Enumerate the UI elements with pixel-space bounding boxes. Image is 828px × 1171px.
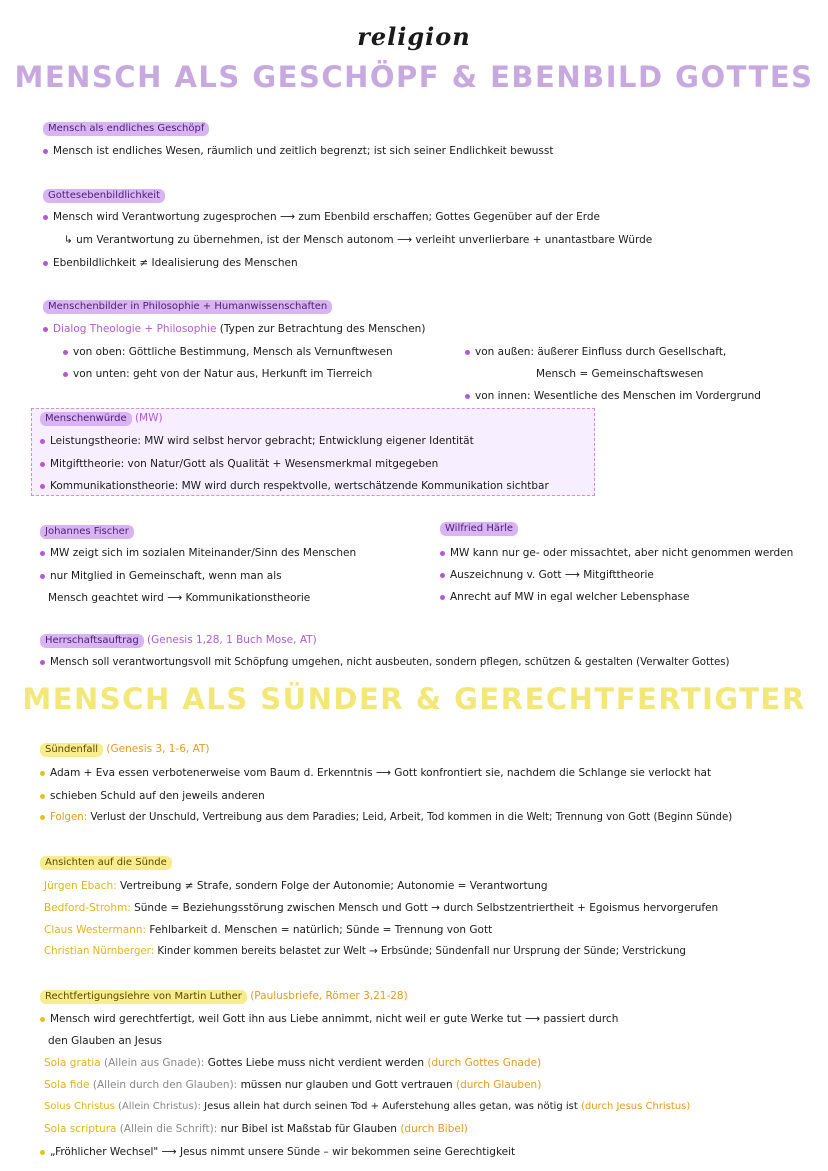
list-item bbox=[43, 145, 554, 157]
bullet-icon bbox=[63, 372, 68, 377]
list-item-sub: Mensch geachtet wird ⟶ Kommunikationstheorie bbox=[48, 592, 311, 604]
item-key: Sola gratia bbox=[44, 1057, 101, 1069]
note-text: Mitgifttheorie: von Natur/Gott als Qualität + Wesensmerkmal mitgegeben bbox=[50, 458, 439, 470]
bullet-icon bbox=[43, 215, 48, 220]
note-text: von außen: äußerer Einfluss durch Gesellschaft, bbox=[475, 346, 727, 358]
item-result: (durch Gottes Gnade) bbox=[427, 1057, 542, 1069]
list-item bbox=[465, 390, 761, 402]
heading-highlight: Johannes Fischer bbox=[40, 525, 134, 539]
note-text: von innen: Wesentliche des Menschen im Vordergrund bbox=[475, 390, 761, 402]
bullet-icon bbox=[40, 660, 45, 665]
list-item bbox=[40, 570, 282, 582]
item-key: Bedford-Strohm: bbox=[44, 902, 131, 914]
note-text: von unten: geht von der Natur aus, Herkunft im Tierreich bbox=[73, 368, 373, 380]
bullet-icon bbox=[43, 149, 48, 154]
heading-highlight: Gottesebenbildlichkeit bbox=[43, 189, 165, 203]
heading-justification bbox=[40, 990, 408, 1004]
item-result: (durch Glauben) bbox=[456, 1079, 542, 1091]
item-result: (durch Jesus Christus) bbox=[580, 1101, 691, 1112]
note-text: Mensch ist endliches Wesen, räumlich und zeitlich begrenzt; ist sich seiner Endlichkeit bewusst bbox=[53, 145, 554, 157]
heading-haerle bbox=[440, 522, 518, 536]
heading-highlight: Herrschaftsauftrag bbox=[40, 634, 144, 648]
heading-human-images bbox=[43, 300, 332, 314]
note-text: MW zeigt sich im sozialen Miteinander/Sinn des Menschen bbox=[50, 547, 357, 559]
bullet-icon bbox=[43, 261, 48, 266]
note-text: Jesus allein hat durch seinen Tod + Auferstehung alles getan, was nötig ist bbox=[204, 1101, 578, 1112]
dialog-label: Dialog Theologie + Philosophie bbox=[53, 323, 217, 335]
list-item bbox=[40, 480, 549, 492]
heading-ref: (Genesis 1,28, 1 Buch Mose, AT) bbox=[147, 634, 317, 646]
list-item bbox=[40, 458, 438, 470]
list-item bbox=[44, 902, 718, 914]
note-text: Sünde = Beziehungsstörung zwischen Mensch und Gott → durch Selbstzentriertheit + Egoismus hervorgerufen bbox=[134, 902, 719, 914]
bullet-icon bbox=[40, 484, 45, 489]
list-item bbox=[43, 323, 425, 335]
note-text: MW kann nur ge- oder missachtet, aber nicht genommen werden bbox=[450, 547, 794, 559]
list-item bbox=[40, 547, 356, 559]
note-text: Mensch soll verantwortungsvoll mit Schöpfung umgehen, nicht ausbeuten, sondern pflegen, schützen & gestalten (Verwalter Gottes) bbox=[50, 657, 730, 668]
bullet-icon bbox=[40, 551, 45, 556]
bullet-icon bbox=[465, 394, 470, 399]
list-item bbox=[44, 1057, 541, 1069]
heading-highlight: Wilfried Härle bbox=[440, 522, 518, 536]
note-text: Ebenbildlichkeit ≠ Idealisierung des Menschen bbox=[53, 257, 298, 269]
item-key: Christian Nürnberger: bbox=[44, 946, 155, 957]
bullet-icon bbox=[40, 771, 45, 776]
note-text: Auszeichnung v. Gott ⟶ Mitgifttheorie bbox=[450, 569, 654, 581]
heading-highlight: Menschenbilder in Philosophie + Humanwissenschaften bbox=[43, 300, 332, 314]
heading-highlight: Menschenwürde bbox=[40, 412, 132, 426]
bullet-icon bbox=[40, 574, 45, 579]
note-text: nur Mitglied in Gemeinschaft, wenn man als bbox=[50, 570, 282, 582]
bullet-icon bbox=[40, 439, 45, 444]
list-item bbox=[43, 211, 600, 223]
note-text: (Typen zur Betrachtung des Menschen) bbox=[219, 323, 426, 335]
note-text: Verlust der Unschuld, Vertreibung aus dem Paradies; Leid, Arbeit, Tod kommen in die Welt; Trennung von Gott (Beginn Sünde) bbox=[90, 812, 733, 823]
bullet-icon bbox=[440, 551, 445, 556]
item-key: Solus Christus bbox=[44, 1101, 115, 1112]
list-item bbox=[440, 547, 793, 559]
note-text: schieben Schuld auf den jeweils anderen bbox=[50, 790, 265, 802]
heading-highlight: Mensch als endliches Geschöpf bbox=[43, 122, 209, 136]
heading-fischer bbox=[40, 525, 134, 539]
note-text: Kommunikationstheorie: MW wird durch respektvolle, wertschätzende Kommunikation sichtbar bbox=[50, 480, 549, 492]
list-item bbox=[440, 569, 654, 581]
list-item bbox=[44, 880, 548, 892]
note-text: Fehlbarkeit d. Menschen = natürlich; Sünde = Trennung von Gott bbox=[149, 924, 493, 936]
bullet-icon bbox=[440, 595, 445, 600]
bullet-icon bbox=[440, 573, 445, 578]
bullet-icon bbox=[63, 350, 68, 355]
note-text: Gottes Liebe muss nicht verdient werden bbox=[207, 1057, 425, 1069]
bullet-icon bbox=[40, 1017, 45, 1022]
bullet-icon bbox=[40, 1150, 45, 1155]
page-title: religion bbox=[357, 22, 471, 51]
list-item bbox=[40, 767, 711, 779]
section-banner-sinner: MENSCH ALS SÜNDER & GERECHTFERTIGTER bbox=[22, 682, 806, 716]
list-item bbox=[40, 812, 732, 823]
note-text: Mensch wird Verantwortung zugesprochen ⟶ zum Ebenbild erschaffen; Gottes Gegenüber auf der Erde bbox=[53, 211, 601, 223]
list-item bbox=[40, 435, 474, 447]
list-item bbox=[63, 368, 372, 380]
list-item bbox=[40, 1146, 515, 1158]
heading-highlight: Rechtfertigungslehre von Martin Luther bbox=[40, 990, 247, 1004]
list-item-sub: ↳ um Verantwortung zu übernehmen, ist der Mensch autonom ⟶ verleiht unverlierbare + unantastbare Würde bbox=[64, 234, 653, 246]
note-text: Vertreibung ≠ Strafe, sondern Folge der Autonomie; Autonomie = Verantwortung bbox=[120, 880, 548, 892]
bullet-icon bbox=[40, 462, 45, 467]
item-key: Sola scriptura bbox=[44, 1123, 117, 1135]
list-item-sub: Mensch = Gemeinschaftswesen bbox=[536, 368, 704, 380]
list-item bbox=[40, 657, 730, 668]
list-item-sub: den Glauben an Jesus bbox=[48, 1035, 162, 1047]
heading-image-of-god bbox=[43, 189, 165, 203]
list-item bbox=[44, 946, 686, 957]
item-paren: (Allein durch den Glauben): bbox=[92, 1079, 238, 1091]
item-key: Sola fide bbox=[44, 1079, 90, 1091]
note-text: von oben: Göttliche Bestimmung, Mensch als Vernunftwesen bbox=[73, 346, 393, 358]
list-item bbox=[465, 346, 726, 358]
note-text: Leistungstheorie: MW wird selbst hervor gebracht; Entwicklung eigener Identität bbox=[50, 435, 474, 447]
item-key: Folgen: bbox=[50, 812, 88, 823]
bullet-icon bbox=[43, 327, 48, 332]
list-item bbox=[44, 1101, 690, 1112]
list-item bbox=[63, 346, 393, 358]
heading-views-sin bbox=[40, 856, 172, 870]
list-item bbox=[43, 257, 298, 269]
item-paren: (Allein aus Gnade): bbox=[104, 1057, 205, 1069]
list-item bbox=[40, 1013, 618, 1025]
heading-ref: (MW) bbox=[134, 412, 163, 424]
note-text: Adam + Eva essen verbotenerweise vom Baum d. Erkenntnis ⟶ Gott konfrontiert sie, nachdem die Schlange sie verlockt hat bbox=[50, 767, 712, 779]
bullet-icon bbox=[40, 794, 45, 799]
note-text: „Fröhlicher Wechsel" ⟶ Jesus nimmt unsere Sünde – wir bekommen seine Gerechtigkeit bbox=[50, 1146, 516, 1158]
list-item bbox=[44, 1123, 468, 1135]
heading-ref: (Genesis 3, 1-6, AT) bbox=[106, 743, 210, 755]
note-text: Anrecht auf MW in egal welcher Lebensphase bbox=[450, 591, 690, 603]
item-key: Jürgen Ebach: bbox=[44, 880, 117, 892]
item-result: (durch Bibel) bbox=[400, 1123, 468, 1135]
section-banner-creature: MENSCH ALS GESCHÖPF & EBENBILD GOTTES bbox=[14, 60, 814, 94]
heading-finite-creature bbox=[43, 122, 209, 136]
list-item bbox=[40, 790, 265, 802]
item-key: Claus Westermann: bbox=[44, 924, 147, 936]
note-text: müssen nur glauben und Gott vertrauen bbox=[240, 1079, 453, 1091]
list-item bbox=[44, 924, 492, 936]
bullet-icon bbox=[465, 350, 470, 355]
list-item bbox=[440, 591, 689, 603]
list-item bbox=[44, 1079, 541, 1091]
item-paren: (Allein Christus): bbox=[118, 1101, 201, 1112]
heading-ref: (Paulusbriefe, Römer 3,21-28) bbox=[250, 990, 408, 1002]
heading-highlight: Sündenfall bbox=[40, 743, 103, 757]
heading-fall bbox=[40, 743, 209, 757]
heading-dignity bbox=[40, 412, 163, 426]
item-paren: (Allein die Schrift): bbox=[119, 1123, 218, 1135]
note-text: Kinder kommen bereits belastet zur Welt → Erbsünde; Sündenfall nur Ursprung der Sünde; Verstrickung bbox=[157, 946, 686, 957]
note-text: Mensch wird gerechtfertigt, weil Gott ihn aus Liebe annimmt, nicht weil er gute Werke tut ⟶ passiert durch bbox=[50, 1013, 619, 1025]
heading-dominion bbox=[40, 634, 317, 648]
heading-highlight: Ansichten auf die Sünde bbox=[40, 856, 172, 870]
bullet-icon bbox=[40, 815, 45, 820]
note-text: nur Bibel ist Maßstab für Glauben bbox=[220, 1123, 397, 1135]
